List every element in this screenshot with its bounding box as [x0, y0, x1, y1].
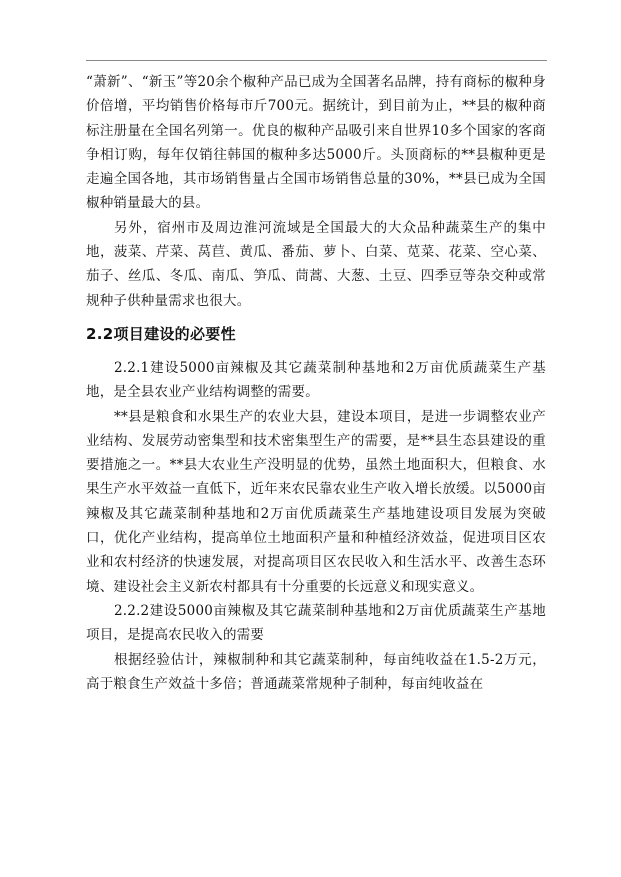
paragraph-pepper-brands: “萧新”、“新玉”等20余个椒种产品已成为全国著名品牌，持有商标的椒种身价倍增，平均销售价格每市斤700元。据统计，到目前为止，**县的椒种商标注册量在全国名列第一。优良的椒种产品吸引来自世界10多个国家的客商争相订购，每年仅销往韩国的椒种多达5000斤。头顶商标的**县椒种更是走遍全国各地，其市场销售量占全国市场销售总量的30%，**县已成为全国椒种销量最大的县。 [86, 74, 546, 212]
header-rule [86, 60, 547, 61]
section-title: 2.2项目建设的必要性 [86, 324, 236, 343]
subsection-title-2: 2.2.2建设5000亩辣椒及其它蔬菜制种基地和2万亩优质蔬菜生产基地项目，是提高农民收入的需要 [86, 602, 546, 644]
subsection-title-1: 2.2.1建设5000亩辣椒及其它蔬菜制种基地和2万亩优质蔬菜生产基地，是全县农业产业结构调整的需要。 [86, 359, 546, 401]
subsection-body-1: **县是粮食和水果生产的农业大县，建设本项目，是进一步调整农业产业结构、发展劳动密集型和技术密集型生产的需要，是**县生态县建设的重要措施之一。**县大农业生产没明显的优势，虽然土地面积大，但粮食、水果生产水平效益一直低下，近年来农民靠农业生产收入增长放缓。以5000亩辣椒及其它蔬菜制种基地和2万亩优质蔬菜生产基地建设项目发展为突破口，优化产业结构，提高单位土地面积产量和种植经济效益，促进项目区农业和农村经济的快速发展，对提高项目区农民收入和生活水平、改善生态环境、建设社会主义新农村都具有十分重要的长远意义和现实意义。 [86, 408, 546, 595]
paragraph-vegetable-region: 另外，宿州市及周边淮河流域是全国最大的大众品种蔬菜生产的集中地，菠菜、芹菜、莴苣、黄瓜、番茄、萝卜、白菜、苋菜、花菜、空心菜、茄子、丝瓜、冬瓜、南瓜、笋瓜、茼蒿、大葱、土豆、四季豆等杂交种或常规种子供种量需求也很大。 [86, 219, 546, 309]
subsection-body-2: 根据经验估计，辣椒制种和其它蔬菜制种，每亩纯收益在1.5-2万元，高于粮食生产效益十多倍；普通蔬菜常规种子制种，每亩纯收益在 [86, 651, 546, 692]
document-body [86, 70, 546, 696]
